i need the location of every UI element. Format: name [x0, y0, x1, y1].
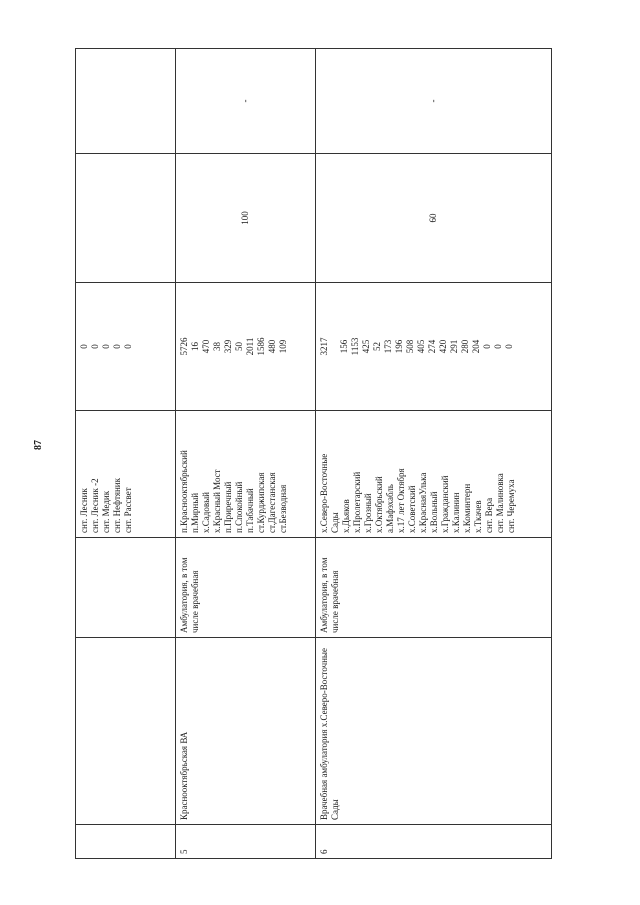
settlement: х.Красный Мост [212, 469, 222, 533]
population: 274 [427, 339, 437, 354]
settlement: п.Спокойный [234, 481, 244, 533]
table-row [316, 49, 552, 859]
capacity: 60 [316, 154, 552, 283]
settlement: х.Дьяков [341, 499, 351, 533]
population: 1586 [256, 337, 266, 356]
settlement: х.Ткачев [473, 500, 483, 533]
settlement: снт. Рассвет [123, 487, 133, 533]
row-number: 5 [176, 825, 316, 859]
population: 38 [212, 342, 222, 351]
settlement: снт. Медик [101, 490, 111, 533]
capacity [76, 154, 176, 283]
facility-type: Амбулатория, в том числе врачебная [176, 538, 316, 638]
population: 0 [493, 344, 503, 349]
settlement: снт. Малиновка [495, 473, 505, 533]
table-row [176, 49, 316, 859]
table-row [76, 49, 176, 859]
population: 50 [234, 342, 244, 351]
population: 329 [223, 339, 233, 354]
population: 470 [201, 339, 211, 354]
settlement: х.Грозный [363, 493, 373, 533]
table-page [75, 49, 630, 859]
settlement: х.Северо-Восточные [319, 453, 329, 533]
population: 0 [123, 344, 133, 349]
settlement: п.Приречный [223, 481, 233, 533]
settlement: х.Советский [407, 485, 417, 533]
page-number: 87 [33, 440, 44, 450]
facility-name [76, 638, 176, 825]
population: 173 [383, 339, 393, 354]
population-list [176, 283, 316, 411]
population: 109 [278, 339, 288, 354]
population: 0 [101, 344, 111, 349]
population: 480 [267, 339, 277, 354]
settlement: х.Пролетарский [352, 471, 362, 533]
settlement: х.Садовый [201, 492, 211, 533]
settlement: снт. Нефтяник [112, 478, 122, 533]
population: 3217 [319, 337, 329, 356]
row-number: 6 [316, 825, 552, 859]
last-column: - [316, 49, 552, 154]
settlement: ст.Дагестанская [267, 472, 277, 533]
population: 1153 [350, 337, 360, 356]
settlement: ст.Курджипская [256, 472, 266, 533]
settlement: х.Калинин [451, 492, 461, 533]
population: 0 [504, 344, 514, 349]
population: 420 [438, 339, 448, 354]
population: 156 [339, 339, 349, 354]
population-list [76, 283, 176, 411]
capacity: 100 [176, 154, 316, 283]
facility-type [76, 538, 176, 638]
settlement-list [76, 411, 176, 538]
facility-type: Амбулатория, в том числе врачебная [316, 538, 552, 638]
population: 196 [394, 339, 404, 354]
facilities-table [75, 48, 552, 859]
settlement: п.Краснооктябрьский [179, 450, 189, 533]
population: 425 [361, 339, 371, 354]
population: 0 [112, 344, 122, 349]
settlement: снт. Лесник [79, 488, 89, 533]
population [330, 287, 339, 406]
settlement: х.Вольный [429, 491, 439, 533]
population: 0 [90, 344, 100, 349]
settlement: снт. Черемуха [506, 479, 516, 533]
population: 0 [482, 344, 492, 349]
settlement: снт. Лесник -2 [90, 478, 100, 533]
row-number [76, 825, 176, 859]
settlement: а.Мафэхабль [385, 484, 395, 533]
population: 291 [449, 339, 459, 354]
population: 0 [79, 344, 89, 349]
settlement: х.Гражданский [440, 475, 450, 533]
last-column: - [176, 49, 316, 154]
settlement-list [316, 411, 552, 538]
settlement: х.Коминтерн [462, 483, 472, 533]
settlement-list [176, 411, 316, 538]
settlement: п.Табачный [245, 488, 255, 533]
last-column [76, 49, 176, 154]
population: 5726 [179, 337, 189, 356]
facility-name: Врачебная амбулатория х.Северо-Восточные Сады [316, 638, 552, 825]
settlement: х.17 лет Октября [396, 468, 406, 533]
population: 508 [405, 339, 415, 354]
population: 2011 [245, 337, 255, 356]
settlement: снт. Вера [484, 497, 494, 533]
population-list [316, 283, 552, 411]
population: 16 [190, 342, 200, 351]
facility-name: Краснооктябрьская ВА [176, 638, 316, 825]
settlement: х.Октябрьский [374, 476, 384, 533]
population: 52 [372, 342, 382, 351]
population: 405 [416, 339, 426, 354]
settlement: х.КраснаяУлька [418, 472, 428, 533]
population: 204 [471, 339, 481, 354]
settlement: п.Мирный [190, 492, 200, 533]
settlement: Сады [330, 512, 340, 533]
population: 280 [460, 339, 470, 354]
settlement: ст.Безводная [278, 484, 288, 533]
